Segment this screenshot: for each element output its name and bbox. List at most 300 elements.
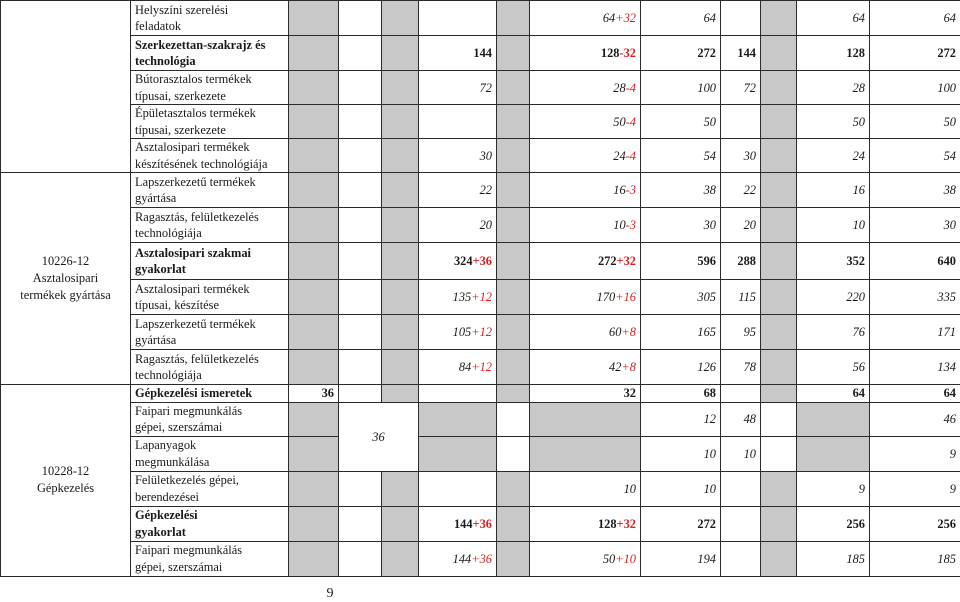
table-row bbox=[1, 139, 960, 173]
subject-cell bbox=[131, 71, 289, 105]
module-line: termékek gyártása bbox=[20, 288, 110, 302]
value-cell bbox=[530, 36, 641, 71]
shaded-cell bbox=[530, 402, 641, 436]
shaded-cell bbox=[382, 36, 419, 71]
value-cell bbox=[870, 243, 960, 280]
empty-cell bbox=[1, 1, 131, 173]
shaded-cell bbox=[382, 173, 419, 208]
shaded-cell bbox=[761, 105, 797, 139]
value-text: 54 bbox=[944, 149, 956, 163]
value-text: 185 bbox=[937, 552, 956, 566]
value-cell bbox=[530, 280, 641, 315]
value-cell bbox=[419, 385, 497, 403]
subject-line: Ragasztás, felületkezelés bbox=[135, 352, 259, 366]
shaded-cell bbox=[761, 208, 797, 243]
value-text: 10 bbox=[613, 218, 625, 232]
table-row bbox=[1, 402, 960, 436]
subject-line: típusai, készítése bbox=[135, 298, 219, 312]
shaded-cell bbox=[497, 1, 530, 36]
value-cell bbox=[761, 436, 797, 471]
value-text: 30 bbox=[480, 149, 492, 163]
value-cell bbox=[721, 1, 761, 36]
value-delta: +32 bbox=[617, 254, 636, 268]
blank-cell bbox=[339, 1, 382, 36]
value-cell bbox=[870, 1, 960, 36]
value-cell bbox=[641, 139, 721, 173]
value-text: 38 bbox=[944, 183, 956, 197]
value-cell bbox=[721, 280, 761, 315]
value-text: 68 bbox=[704, 386, 716, 400]
value-cell bbox=[797, 36, 870, 71]
subject-line: Lapszerkezetű termékek bbox=[135, 317, 256, 331]
value-text: 54 bbox=[704, 149, 716, 163]
table-row bbox=[1, 173, 960, 208]
value-text: 60 bbox=[609, 325, 621, 339]
value-cell bbox=[641, 436, 721, 471]
value-cell bbox=[870, 436, 960, 471]
value-text: 28 bbox=[853, 81, 865, 95]
table-row bbox=[1, 350, 960, 385]
value-text: 10 bbox=[704, 482, 716, 496]
value-text: 134 bbox=[937, 360, 956, 374]
value-text: 144 bbox=[473, 46, 492, 60]
table-row bbox=[1, 243, 960, 280]
value-text: 272 bbox=[598, 254, 617, 268]
value-text: 305 bbox=[697, 290, 716, 304]
shaded-cell bbox=[289, 315, 339, 350]
shaded-cell bbox=[497, 105, 530, 139]
value-cell bbox=[530, 139, 641, 173]
shaded-cell bbox=[761, 350, 797, 385]
shaded-cell bbox=[382, 385, 419, 403]
value-cell bbox=[641, 541, 721, 576]
value-cell bbox=[641, 280, 721, 315]
subject-line: technológiája bbox=[135, 226, 202, 240]
blank-cell bbox=[339, 243, 382, 280]
value-text: 78 bbox=[744, 360, 756, 374]
value-cell bbox=[721, 541, 761, 576]
subject-line: gépei, szerszámai bbox=[135, 560, 222, 574]
shaded-cell bbox=[761, 1, 797, 36]
value-text: 95 bbox=[744, 325, 756, 339]
value-cell bbox=[797, 541, 870, 576]
value-cell bbox=[530, 541, 641, 576]
value-text: 128 bbox=[598, 517, 617, 531]
value-cell bbox=[797, 506, 870, 541]
shaded-cell bbox=[382, 315, 419, 350]
shaded-cell bbox=[289, 1, 339, 36]
value-text: 105 bbox=[453, 325, 472, 339]
shaded-cell bbox=[289, 280, 339, 315]
value-text: 256 bbox=[846, 517, 865, 531]
value-cell bbox=[419, 1, 497, 36]
value-cell bbox=[530, 71, 641, 105]
value-delta: +32 bbox=[617, 517, 636, 531]
subject-line: Gépkezelési bbox=[135, 508, 198, 522]
value-cell bbox=[797, 139, 870, 173]
shaded-cell bbox=[497, 71, 530, 105]
value-text: 36 bbox=[372, 430, 384, 444]
value-text: 165 bbox=[697, 325, 716, 339]
value-text: 10 bbox=[624, 482, 636, 496]
table-row bbox=[1, 541, 960, 576]
value-cell bbox=[797, 208, 870, 243]
value-cell bbox=[530, 471, 641, 506]
value-text: 100 bbox=[937, 81, 956, 95]
subject-line: megmunkálása bbox=[135, 455, 209, 469]
shaded-cell bbox=[761, 315, 797, 350]
value-cell bbox=[721, 173, 761, 208]
value-cell bbox=[641, 243, 721, 280]
subject-line: feladatok bbox=[135, 19, 181, 33]
shaded-cell bbox=[289, 506, 339, 541]
value-text: 22 bbox=[744, 183, 756, 197]
value-cell bbox=[419, 36, 497, 71]
value-cell bbox=[870, 315, 960, 350]
value-text: 171 bbox=[937, 325, 956, 339]
shaded-cell bbox=[289, 139, 339, 173]
value-text: 100 bbox=[697, 81, 716, 95]
shaded-cell bbox=[497, 243, 530, 280]
value-cell bbox=[530, 208, 641, 243]
subject-line: gyártása bbox=[135, 191, 176, 205]
subject-line: berendezései bbox=[135, 490, 199, 504]
subject-line: gyakorlat bbox=[135, 262, 186, 276]
value-cell bbox=[797, 280, 870, 315]
value-delta: +36 bbox=[473, 254, 492, 268]
subject-line: Faipari megmunkálás bbox=[135, 543, 242, 557]
value-cell bbox=[530, 506, 641, 541]
value-cell bbox=[641, 173, 721, 208]
subject-cell bbox=[131, 471, 289, 506]
shaded-cell bbox=[419, 436, 497, 471]
value-cell bbox=[721, 506, 761, 541]
subject-line: Szerkezettan-szakrajz és bbox=[135, 38, 265, 52]
value-text: 9 bbox=[950, 482, 956, 496]
value-cell bbox=[530, 173, 641, 208]
shaded-cell bbox=[797, 436, 870, 471]
value-delta: +36 bbox=[471, 552, 492, 566]
subject-line: gyártása bbox=[135, 333, 176, 347]
value-cell bbox=[721, 71, 761, 105]
table-row bbox=[1, 105, 960, 139]
value-cell bbox=[641, 350, 721, 385]
value-text: 128 bbox=[846, 46, 865, 60]
shaded-cell bbox=[761, 71, 797, 105]
value-text: 126 bbox=[697, 360, 716, 374]
value-text: 128 bbox=[601, 46, 620, 60]
shaded-cell bbox=[497, 315, 530, 350]
value-text: 72 bbox=[744, 81, 756, 95]
subject-line: Faipari megmunkálás bbox=[135, 404, 242, 418]
subject-line: technológia bbox=[135, 54, 196, 68]
shaded-cell bbox=[289, 541, 339, 576]
shaded-cell bbox=[382, 280, 419, 315]
value-text: 9 bbox=[950, 447, 956, 461]
value-delta: +12 bbox=[471, 290, 492, 304]
value-cell bbox=[530, 315, 641, 350]
value-delta: -3 bbox=[626, 218, 636, 232]
value-text: 64 bbox=[603, 11, 615, 25]
subject-line: Felületkezelés gépei, bbox=[135, 473, 239, 487]
value-text: 72 bbox=[480, 81, 492, 95]
value-text: 115 bbox=[738, 290, 756, 304]
blank-cell bbox=[339, 471, 382, 506]
value-cell bbox=[339, 402, 419, 471]
table-row bbox=[1, 1, 960, 36]
shaded-cell bbox=[497, 139, 530, 173]
subject-cell bbox=[131, 436, 289, 471]
subject-cell bbox=[131, 402, 289, 436]
shaded-cell bbox=[382, 71, 419, 105]
table-row bbox=[1, 36, 960, 71]
module-cell-m1 bbox=[1, 173, 131, 385]
subject-line: gépei, szerszámai bbox=[135, 420, 222, 434]
value-cell bbox=[419, 208, 497, 243]
value-text: 220 bbox=[846, 290, 865, 304]
value-text: 194 bbox=[697, 552, 716, 566]
shaded-cell bbox=[497, 280, 530, 315]
shaded-cell bbox=[797, 402, 870, 436]
value-cell bbox=[721, 402, 761, 436]
value-text: 64 bbox=[944, 11, 956, 25]
module-line: Asztalosipari bbox=[33, 271, 98, 285]
value-cell bbox=[870, 385, 960, 403]
shaded-cell bbox=[382, 139, 419, 173]
value-text: 50 bbox=[603, 552, 615, 566]
shaded-cell bbox=[382, 1, 419, 36]
value-text: 50 bbox=[944, 115, 956, 129]
value-cell bbox=[870, 402, 960, 436]
value-cell bbox=[641, 471, 721, 506]
table-row bbox=[1, 471, 960, 506]
blank-cell bbox=[339, 541, 382, 576]
value-delta: -3 bbox=[626, 183, 636, 197]
value-cell bbox=[870, 139, 960, 173]
value-text: 272 bbox=[697, 517, 716, 531]
blank-cell bbox=[339, 208, 382, 243]
shaded-cell bbox=[761, 36, 797, 71]
value-cell bbox=[870, 71, 960, 105]
value-cell bbox=[530, 105, 641, 139]
value-cell bbox=[721, 471, 761, 506]
value-text: 30 bbox=[704, 218, 716, 232]
blank-cell bbox=[339, 105, 382, 139]
value-cell bbox=[530, 243, 641, 280]
value-text: 335 bbox=[937, 290, 956, 304]
value-cell bbox=[641, 71, 721, 105]
subject-line: Bútorasztalos termékek bbox=[135, 72, 252, 86]
value-delta: -4 bbox=[626, 115, 636, 129]
value-cell bbox=[419, 280, 497, 315]
value-cell bbox=[870, 280, 960, 315]
value-text: 288 bbox=[737, 254, 756, 268]
subject-cell bbox=[131, 280, 289, 315]
subject-cell bbox=[131, 506, 289, 541]
shaded-cell bbox=[530, 436, 641, 471]
value-text: 32 bbox=[624, 386, 636, 400]
value-text: 64 bbox=[704, 11, 716, 25]
value-cell bbox=[870, 173, 960, 208]
table-row bbox=[1, 385, 960, 403]
value-cell bbox=[870, 350, 960, 385]
value-text: 24 bbox=[613, 149, 625, 163]
value-text: 64 bbox=[853, 11, 865, 25]
value-cell bbox=[797, 315, 870, 350]
shaded-cell bbox=[382, 208, 419, 243]
value-text: 9 bbox=[859, 482, 865, 496]
shaded-cell bbox=[289, 402, 339, 436]
subject-line: Gépkezelési ismeretek bbox=[135, 386, 252, 400]
shaded-cell bbox=[289, 36, 339, 71]
blank-cell bbox=[339, 71, 382, 105]
value-text: 256 bbox=[937, 517, 956, 531]
blank-cell bbox=[339, 36, 382, 71]
subject-cell bbox=[131, 208, 289, 243]
blank-cell bbox=[339, 385, 382, 403]
value-delta: +32 bbox=[615, 11, 636, 25]
value-text: 64 bbox=[853, 386, 865, 400]
value-text: 20 bbox=[744, 218, 756, 232]
value-cell bbox=[419, 139, 497, 173]
shaded-cell bbox=[382, 105, 419, 139]
value-cell bbox=[497, 436, 530, 471]
subject-line: Ragasztás, felületkezelés bbox=[135, 210, 259, 224]
value-cell bbox=[797, 1, 870, 36]
value-cell bbox=[721, 105, 761, 139]
shaded-cell bbox=[382, 471, 419, 506]
shaded-cell bbox=[761, 471, 797, 506]
value-text: 50 bbox=[704, 115, 716, 129]
value-text: 46 bbox=[944, 412, 956, 426]
value-text: 30 bbox=[944, 218, 956, 232]
subject-line: Lapszerkezetű termékek bbox=[135, 175, 256, 189]
value-cell bbox=[797, 71, 870, 105]
value-cell bbox=[419, 315, 497, 350]
value-text: 185 bbox=[846, 552, 865, 566]
subject-line: Asztalosipari szakmai bbox=[135, 246, 251, 260]
value-cell bbox=[530, 385, 641, 403]
value-cell bbox=[721, 350, 761, 385]
shaded-cell bbox=[497, 208, 530, 243]
value-cell bbox=[761, 402, 797, 436]
blank-cell bbox=[339, 350, 382, 385]
module-line: Gépkezelés bbox=[37, 481, 94, 495]
shaded-cell bbox=[289, 71, 339, 105]
subject-cell bbox=[131, 173, 289, 208]
value-cell bbox=[530, 350, 641, 385]
table-row bbox=[1, 71, 960, 105]
value-text: 170 bbox=[597, 290, 616, 304]
value-text: 20 bbox=[480, 218, 492, 232]
shaded-cell bbox=[289, 105, 339, 139]
subject-cell bbox=[131, 541, 289, 576]
table-row bbox=[1, 506, 960, 541]
shaded-cell bbox=[382, 541, 419, 576]
value-text: 30 bbox=[744, 149, 756, 163]
table-row bbox=[1, 208, 960, 243]
value-delta: +8 bbox=[621, 325, 636, 339]
value-text: 10 bbox=[704, 447, 716, 461]
shaded-cell bbox=[761, 173, 797, 208]
shaded-cell bbox=[289, 173, 339, 208]
value-text: 50 bbox=[853, 115, 865, 129]
value-cell bbox=[721, 315, 761, 350]
shaded-cell bbox=[497, 350, 530, 385]
subject-line: készítésének technológiája bbox=[135, 157, 267, 171]
value-delta: +12 bbox=[471, 325, 492, 339]
blank-cell bbox=[339, 173, 382, 208]
subject-cell bbox=[131, 385, 289, 403]
value-cell bbox=[870, 471, 960, 506]
shaded-cell bbox=[497, 506, 530, 541]
value-delta: +12 bbox=[471, 360, 492, 374]
value-cell bbox=[721, 436, 761, 471]
value-cell bbox=[870, 208, 960, 243]
subject-line: gyakorlat bbox=[135, 525, 186, 539]
value-delta: +8 bbox=[621, 360, 636, 374]
value-delta: +36 bbox=[473, 517, 492, 531]
shaded-cell bbox=[289, 436, 339, 471]
value-cell bbox=[641, 105, 721, 139]
value-text: 50 bbox=[613, 115, 625, 129]
shaded-cell bbox=[761, 243, 797, 280]
blank-cell bbox=[339, 280, 382, 315]
value-cell bbox=[721, 243, 761, 280]
value-cell bbox=[641, 506, 721, 541]
value-cell bbox=[797, 471, 870, 506]
value-text: 10 bbox=[744, 447, 756, 461]
module-line: 10228-12 bbox=[42, 464, 90, 478]
shaded-cell bbox=[497, 173, 530, 208]
value-delta: -32 bbox=[619, 46, 636, 60]
value-text: 38 bbox=[704, 183, 716, 197]
subject-cell bbox=[131, 105, 289, 139]
value-cell bbox=[419, 243, 497, 280]
subject-cell bbox=[131, 36, 289, 71]
value-text: 28 bbox=[613, 81, 625, 95]
value-cell bbox=[497, 402, 530, 436]
value-cell bbox=[797, 385, 870, 403]
value-cell bbox=[797, 173, 870, 208]
shaded-cell bbox=[761, 139, 797, 173]
shaded-cell bbox=[497, 471, 530, 506]
subject-line: típusai, szerkezete bbox=[135, 89, 226, 103]
value-cell bbox=[530, 1, 641, 36]
subject-line: Épületasztalos termékek bbox=[135, 106, 256, 120]
value-cell bbox=[641, 208, 721, 243]
value-delta: +16 bbox=[615, 290, 636, 304]
shaded-cell bbox=[497, 36, 530, 71]
value-text: 36 bbox=[322, 386, 334, 400]
value-text: 272 bbox=[697, 46, 716, 60]
value-cell bbox=[870, 105, 960, 139]
value-cell bbox=[289, 385, 339, 403]
value-delta: -4 bbox=[626, 149, 636, 163]
value-text: 324 bbox=[454, 254, 473, 268]
subject-cell bbox=[131, 139, 289, 173]
value-cell bbox=[721, 36, 761, 71]
table-row bbox=[1, 436, 960, 471]
subject-cell bbox=[131, 350, 289, 385]
shaded-cell bbox=[497, 541, 530, 576]
shaded-cell bbox=[761, 280, 797, 315]
subject-cell bbox=[131, 243, 289, 280]
value-delta: +10 bbox=[615, 552, 636, 566]
value-cell bbox=[641, 36, 721, 71]
value-cell bbox=[641, 315, 721, 350]
module-line: 10226-12 bbox=[42, 254, 90, 268]
